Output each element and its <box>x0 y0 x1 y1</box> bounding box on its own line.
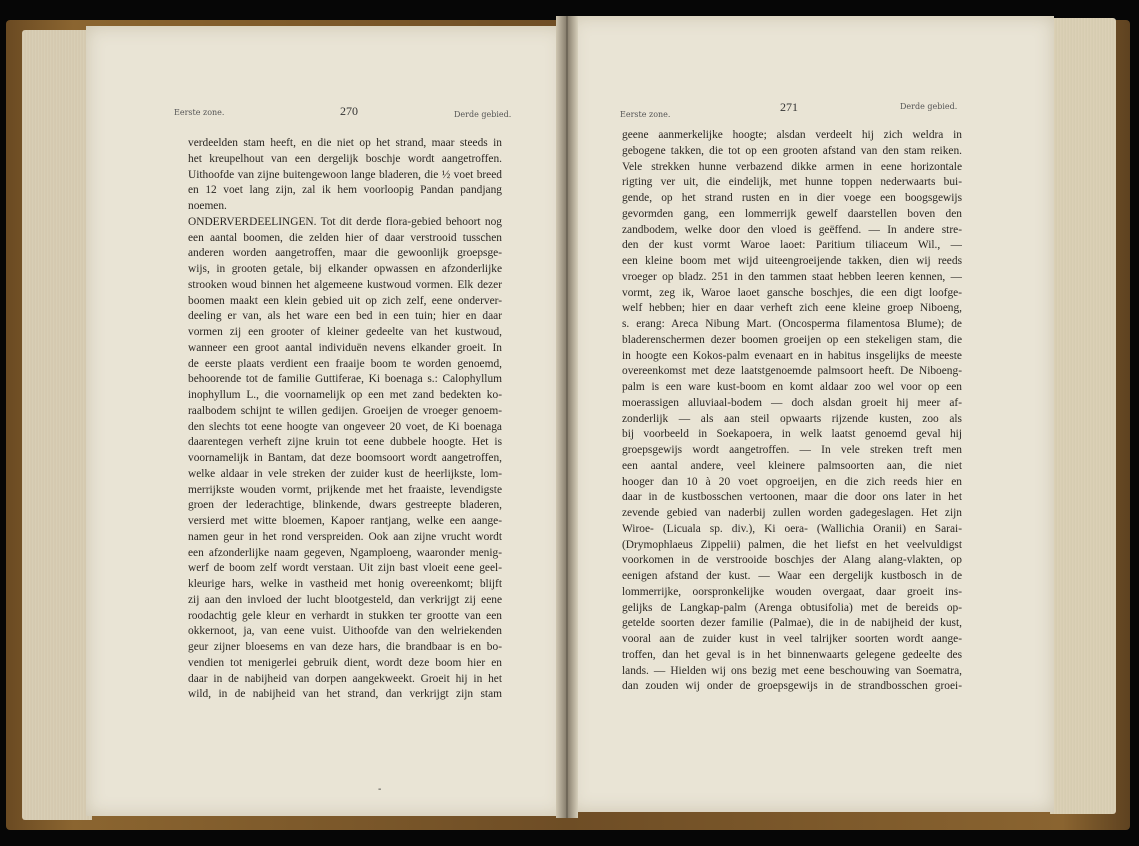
text-line: welke aldaar in vele streken der zuider kust de heerlijkste, lom- <box>188 467 502 480</box>
text-line: hooger dan 10 à 20 voet opgroeijen, en die zich reeds hier en <box>622 475 962 488</box>
text-line: rigting ver uit, die eindelijk, met hunne toppen nederwaarts bui- <box>622 176 962 189</box>
running-head-right: Derde gebied. <box>454 110 512 119</box>
text-line: overeenkomst met deze laatstgenoemde palmsoort heeft. De Niboeng- <box>622 365 962 378</box>
right-page-edges <box>1050 18 1116 814</box>
text-line: anderen worden aangetroffen, maar die gewoonlijk groepsge- <box>188 247 502 260</box>
text-line: zonderlijk — als aan steil opwaarts rijzende kusten, zoo als <box>622 412 962 425</box>
text-line: raalbodem schijnt te willen gedijen. Groeijen de vroeger genoem- <box>188 404 502 417</box>
text-line: voornamelijk in Bantam, dat deze boomsoort wordt aangetroffen, <box>188 452 502 464</box>
text-line: dan zouden wij onder de groepsgewijs in de strandbosschen groei- <box>622 680 962 693</box>
text-line: vooral aan de zuider kust in veel talrijker soorten wordt aange- <box>622 633 962 645</box>
text-line: een afzonderlijke naam gegeven, Ngamploeng, waaronder menig- <box>188 546 502 559</box>
text-line: daar in de kustbosschen vertoonen, maar die door ons later in het <box>622 491 962 504</box>
text-line: vormt, zeg ik, Waroe laoet gansche boschjes, die een digt loofge- <box>622 286 962 299</box>
book-gutter <box>556 16 578 818</box>
text-line: palm is een ware kust-boom en komt aldaar zoo wel voor op een <box>622 381 962 393</box>
text-line: werf de boom zelf wordt verstaan. Uit zijn bast vloeit eene geel- <box>188 562 502 575</box>
text-line: wijs, in grooten getale, bij elkander opwassen en afzonderlijke <box>188 263 502 275</box>
text-line: vendien tot menigerlei gebruik dient, wordt deze boom hier en <box>188 656 502 669</box>
text-line: verdeelden stam heeft, en die niet op het strand, maar steeds in <box>188 137 502 149</box>
text-line: een aantal andere, veel kleinere palmsoorten aan, die niet <box>622 459 962 472</box>
text-line: vormen zij een grooter of kleiner gedeelte van het kustwoud, <box>188 326 502 338</box>
text-line: het kreupelhout van een dergelijk boschje wordt aangetroffen. <box>188 152 502 165</box>
text-line: gelijks de Langkap-palm (Arenga obtusifolia) met de bereids op- <box>622 601 962 614</box>
text-line: daar in de nabijheid van dorpen aangekweekt. Groeit hij in het <box>188 672 502 685</box>
text-line: bij voorbeeld in Soekapoera, in welk laatst genoemd geval hij <box>622 428 962 441</box>
text-line: (Drymophlaeus Zippelii) palmen, die het liefst en het veelvuldigst <box>622 538 962 551</box>
text-line: zij aan den invloed der lucht blootgesteld, dan verkrijgt zij eene <box>188 593 502 606</box>
running-head-right: Derde gebied. <box>900 102 958 111</box>
text-line: geur zijner bloesems en van deze hars, die brandbaar is en bo- <box>188 641 502 653</box>
page-foot-mark: - <box>378 784 382 795</box>
text-line: een kleine boom met wijd uiteengroeijende takken, dien wij reeds <box>622 255 962 267</box>
text-line: wanneer een groot aantal individuën nevens elkander groeit. In <box>188 341 502 354</box>
text-line: lands. — Hielden wij ons bezig met eene beschouwing van Soematra, <box>622 664 962 677</box>
text-line: troffen, dan het geval is in het binnenwaarts gelegene gedeelte des <box>622 648 962 661</box>
text-line: voorkomen in de verstrooide boschjes der Alang alang-vlakten, op <box>622 554 962 567</box>
page-number: 271 <box>780 100 798 114</box>
text-line: gevormden gang, een lommerrijk gewelf daarstellen boven den <box>622 207 962 220</box>
text-line: okkernoot, ja, van eene vuist. Uithoofde van den welriekenden <box>188 625 502 638</box>
text-line: versierd met witte bloemen, Kapoer rantjang, welke een aange- <box>188 515 502 527</box>
text-line: Vele strekken hunne verbazend dikke armen in eene horizontale <box>622 160 962 173</box>
text-line: merrijkste wouden vormt, prijkende met het fraaiste, levendigste <box>188 483 502 496</box>
text-line: zevende gebied van naderbij zullen worden gadegeslagen. Het zijn <box>622 507 962 519</box>
left-page-edges <box>22 30 92 820</box>
text-line: wild, in de nabijheid van het strand, dan verkrijgt zijn stam <box>188 688 502 701</box>
text-line: getelde soorten dezer familie (Palmae), die in de nabijheid der kust, <box>622 617 962 630</box>
running-head-left: Eerste zone. <box>174 108 225 117</box>
text-line: inophyllum L., die voornamelijk op een met zand bedekten ko- <box>188 389 502 401</box>
text-line: gende, op het strand rusten en in dier voege een boogsgewijs <box>622 192 962 204</box>
text-line: behoorende tot de familie Guttiferae, Ki boenaga s.: Calophyllum <box>188 373 502 386</box>
text-line: in hoogte een Kokos-palm evenaart en in habitus insgelijks de meeste <box>622 349 962 362</box>
text-line: vroeger op bladz. 251 in den tammen staat hebben leeren kennen, — <box>622 270 962 283</box>
text-line: den slechts tot eene hoogte van ongeveer 20 voet, de Ki boenaga <box>188 420 502 433</box>
text-line: strooken woud binnen het algemeene kustwoud vormen. Elk dezer <box>188 278 502 291</box>
text-line: Uithoofde van zijne buitengewoon lange bladeren, die ½ voet breed <box>188 168 502 181</box>
text-line: namen geur in het rond verspreiden. Ook aan zijne vrucht wordt <box>188 530 502 543</box>
text-line: een aantal boomen, die zelden hier of daar verstrooid tusschen <box>188 231 502 244</box>
text-line: zandbodem, welke door den vloed is geëffend. — In andere stre- <box>622 223 962 236</box>
text-line: en 12 voet lang zijn, zal ik hem voorloopig Pandan pandjang <box>188 184 502 197</box>
text-line: boomen maakt een klein gebied uit op zich zelf, eene onderver- <box>188 294 502 307</box>
text-line: lommerrijke, oorspronkelijke wouden overgaat, daar groeit ins- <box>622 585 962 598</box>
text-line: kleurige hars, welke in vastheid met honig overeenkomt; blijft <box>188 578 502 590</box>
page-number: 270 <box>340 104 358 118</box>
text-line: geene aanmerkelijke hoogte; alsdan verdeelt hij zich weldra in <box>622 129 962 141</box>
text-line: noemen. <box>188 200 227 212</box>
text-line: den der kust vormt Waroe laoet: Paritium tiliaceum Wil., — <box>622 239 962 252</box>
left-page-body <box>188 136 502 703</box>
text-line: s. erang: Areca Nibung Mart. (Oncosperma filamentosa Blume); de <box>622 318 962 330</box>
text-line: roodachtig gele kleur en verhardt in stukken ter grootte van een <box>188 609 502 622</box>
text-line: bladerenschermen dezer boomen groeijen op een stekeligen stam, die <box>622 333 962 346</box>
text-line: de eerste plaats verdient een fraaije boom te worden genoemd, <box>188 357 502 370</box>
text-line: deeling er van, als het ware een bed in een tuin; hier en daar <box>188 310 502 323</box>
text-line: ONDERVERDEELINGEN. Tot dit derde flora-gebied behoort nog <box>188 215 502 228</box>
text-line: Wiroe- (Licuala sp. div.), Ki oera- (Wallichia Oranii) en Sarai- <box>622 522 962 535</box>
text-line: welf hebben; hier en daar verheft zich eene kleine groep Niboeng, <box>622 302 962 315</box>
text-line: groepsgewijs wordt aangetroffen. — In vele streken treft men <box>622 444 962 456</box>
text-line: groen der lederachtige, blinkende, dwars gestreepte bladeren, <box>188 499 502 512</box>
text-line: eenigen afstand der kust. — Waar een dergelijk kustbosch in de <box>622 570 962 582</box>
right-page-body <box>622 128 962 695</box>
text-line: daarentegen verheft zijne kruin tot eene dubbele hoogte. Het is <box>188 436 502 449</box>
running-head-left: Eerste zone. <box>620 110 671 119</box>
text-line: gebogene takken, die tot op een grooten afstand van den stam reiken. <box>622 144 962 157</box>
text-line: moerassigen alluviaal-bodem — doch alsdan groeit hij meer af- <box>622 396 962 409</box>
